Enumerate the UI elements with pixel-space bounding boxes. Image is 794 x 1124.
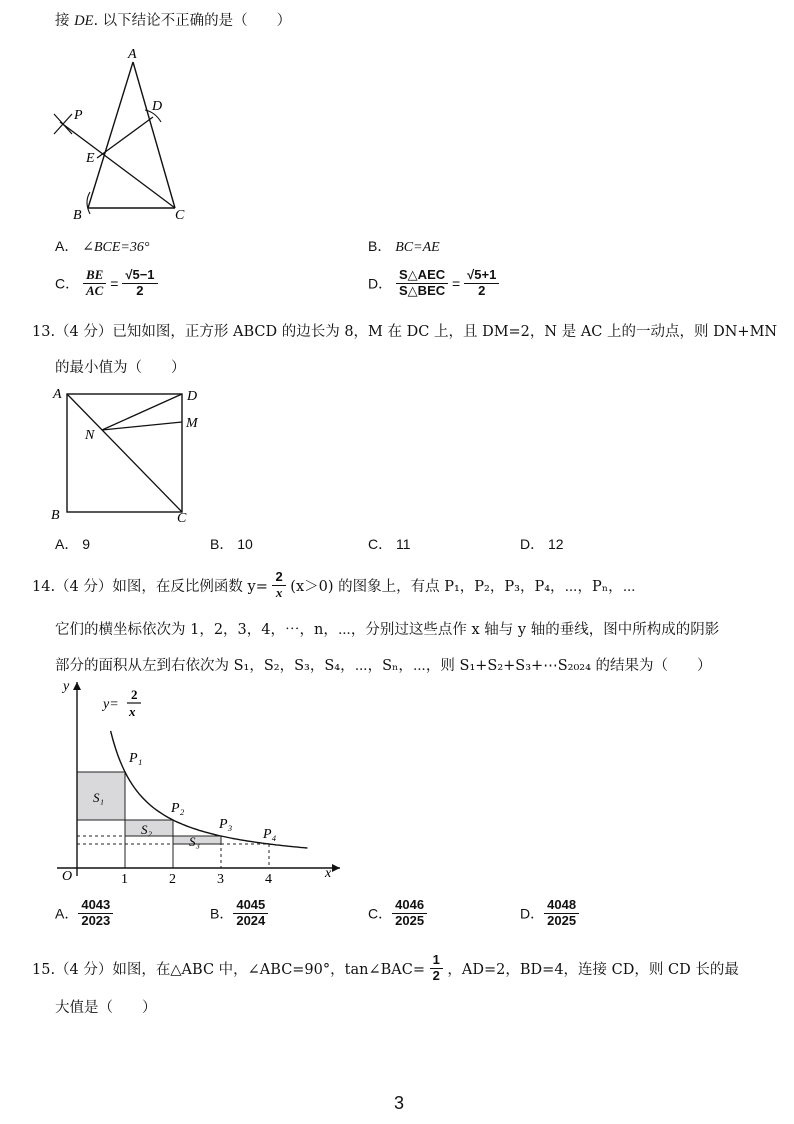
- q12-line-pc: [60, 122, 175, 208]
- q13-option-b[interactable]: B． 10: [210, 536, 253, 552]
- page-number: 3: [394, 1093, 405, 1113]
- q13-option-c[interactable]: C． 11: [368, 536, 411, 552]
- q12-label-a: A: [128, 47, 137, 62]
- q14-tick-label-4: 4: [265, 872, 272, 887]
- q14-stem-line3: 部分的面积从左到右依次为 S₁，S₂，S₃，S₄，⋯，Sₙ，⋯，则 S₁+S₂+S₃+⋯S₂₀₂₄ 的结果为（ ）: [55, 658, 712, 674]
- q14-curve-label-num: 2: [131, 687, 138, 702]
- q12-triangle-figure: [40, 42, 210, 227]
- q12-option-b[interactable]: [368, 236, 440, 256]
- q15-stem-fraction: $\frac{1}{2}$: [430, 953, 443, 984]
- q12-option-a-text: ∠BCE=36°: [82, 240, 150, 255]
- q12-option-d[interactable]: [368, 268, 499, 299]
- q14-tick-label-2: 2: [169, 872, 176, 887]
- q14-y-axis-arrow: [73, 682, 81, 690]
- q12-side-ac: [133, 62, 175, 208]
- q14-tick-label-3: 3: [217, 872, 224, 887]
- q14-x-axis-arrow: [332, 864, 340, 872]
- q14-option-b[interactable]: B． $\frac{4045}{2024}$: [210, 898, 268, 929]
- q14-point-label-2: P₂: [171, 801, 185, 816]
- q14-area-label-s1: S₁: [93, 790, 105, 805]
- q12-tail-prefix: 接: [55, 13, 75, 29]
- q12-arc-cross-p: [54, 114, 72, 134]
- q13-label-c: C: [177, 511, 187, 526]
- q14-curve-label: y=: [103, 697, 119, 712]
- q13-label-m: M: [186, 416, 198, 431]
- q12-label-e: E: [86, 151, 95, 166]
- q14-point-label-1: P₁: [129, 751, 143, 766]
- q12-option-b-letter: B．: [368, 238, 392, 254]
- q14-stem-line2: 它们的横坐标依次为 1，2，3，4，⋯，n，⋯，分别过这些点作 x 轴与 y 轴的垂线，图中所构成的阴影: [55, 622, 720, 638]
- q12-option-b-text: BC=AE: [395, 240, 440, 255]
- q15-stem-line1: 15.（4 分）如图，在△ABC 中，∠ABC=90°，tan∠BAC= $\frac{1}{2}$ ，AD=2，BD=4，连接 CD，则 CD 长的最: [32, 952, 739, 983]
- q14-area-label-s3: S₃: [189, 833, 201, 849]
- q14-option-d[interactable]: D． $\frac{4048}{2025}$: [520, 898, 579, 929]
- q13-segment-dn: [102, 394, 182, 430]
- q14-point-label-3: P₃: [219, 816, 233, 832]
- q14-option-a[interactable]: A． $\frac{4043}{2023}$: [55, 898, 113, 929]
- q12-line-de: [97, 117, 153, 158]
- q14-graph: [45, 672, 345, 890]
- q14-curve-label-den: x: [129, 704, 136, 719]
- q13-label-n: N: [85, 428, 95, 443]
- q12-side-ab: [88, 62, 133, 208]
- q13-label-a: A: [53, 387, 62, 402]
- q12-tail-line: [55, 9, 291, 30]
- q12-option-d-letter: D．: [368, 275, 393, 292]
- q14-axis-x-label: x: [325, 866, 332, 881]
- q14-point-label-4: P₄: [263, 827, 277, 842]
- q12-option-c-lhs: $\frac{BE}{AC}$: [83, 268, 106, 299]
- q15-stem-line2: 大值是（ ）: [55, 1000, 157, 1016]
- q14-stem-line1: 14.（4 分）如图，在反比例函数 y= $\frac{2}{x}$ (x＞0) 的图象上，有点 P₁，P₂，P₃，P₄，⋯，Pₙ，⋯: [32, 569, 636, 600]
- q12-label-d: D: [152, 99, 163, 114]
- q12-label-c: C: [175, 208, 185, 223]
- q12-option-d-eq: =: [452, 275, 461, 292]
- q12-option-d-lhs: $\frac{\text{S△AEC}}{\text{S△BEC}}$: [396, 268, 448, 299]
- q12-tail-var: DE: [74, 13, 94, 29]
- q12-tail-suffix: . 以下结论不正确的是（ ）: [93, 13, 292, 29]
- q12-option-c-letter: C．: [55, 275, 80, 292]
- q13-segment-mn: [102, 422, 182, 430]
- q13-option-a[interactable]: A． 9: [55, 536, 91, 552]
- q12-option-c-eq: =: [110, 275, 119, 292]
- q12-label-b: B: [73, 208, 82, 223]
- q14-origin-label: O: [62, 869, 73, 884]
- q13-diagonal-ac: [67, 394, 182, 512]
- q12-option-a-letter: A．: [55, 238, 79, 254]
- q12-option-d-rhs: $\frac{√5+1}{2}$: [464, 268, 499, 299]
- q13-label-d: D: [187, 389, 198, 404]
- q14-area-label-s2: S₂: [141, 821, 153, 837]
- q13-square-figure: [45, 382, 220, 527]
- q14-option-c[interactable]: C． $\frac{4046}{2025}$: [368, 898, 427, 929]
- q12-label-p: P: [74, 108, 83, 123]
- q14-axis-y-label: y: [63, 679, 70, 694]
- q13-stem-line2: 的最小值为（ ）: [55, 360, 186, 376]
- q13-label-b: B: [51, 508, 60, 523]
- q14-tick-label-1: 1: [121, 872, 128, 887]
- q13-stem-line1: 13.（4 分）已知如图，正方形 ABCD 的边长为 8，M 在 DC 上，且 DM=2，N 是 AC 上的一动点，则 DN+MN: [32, 324, 778, 340]
- q12-option-c[interactable]: [55, 268, 158, 299]
- q12-option-a[interactable]: [55, 236, 149, 256]
- q14-stem-fraction: $\frac{2}{x}$: [272, 570, 285, 601]
- q12-option-c-rhs: $\frac{√5-1}{2}$: [122, 268, 157, 299]
- q13-option-d[interactable]: D． 12: [520, 536, 564, 552]
